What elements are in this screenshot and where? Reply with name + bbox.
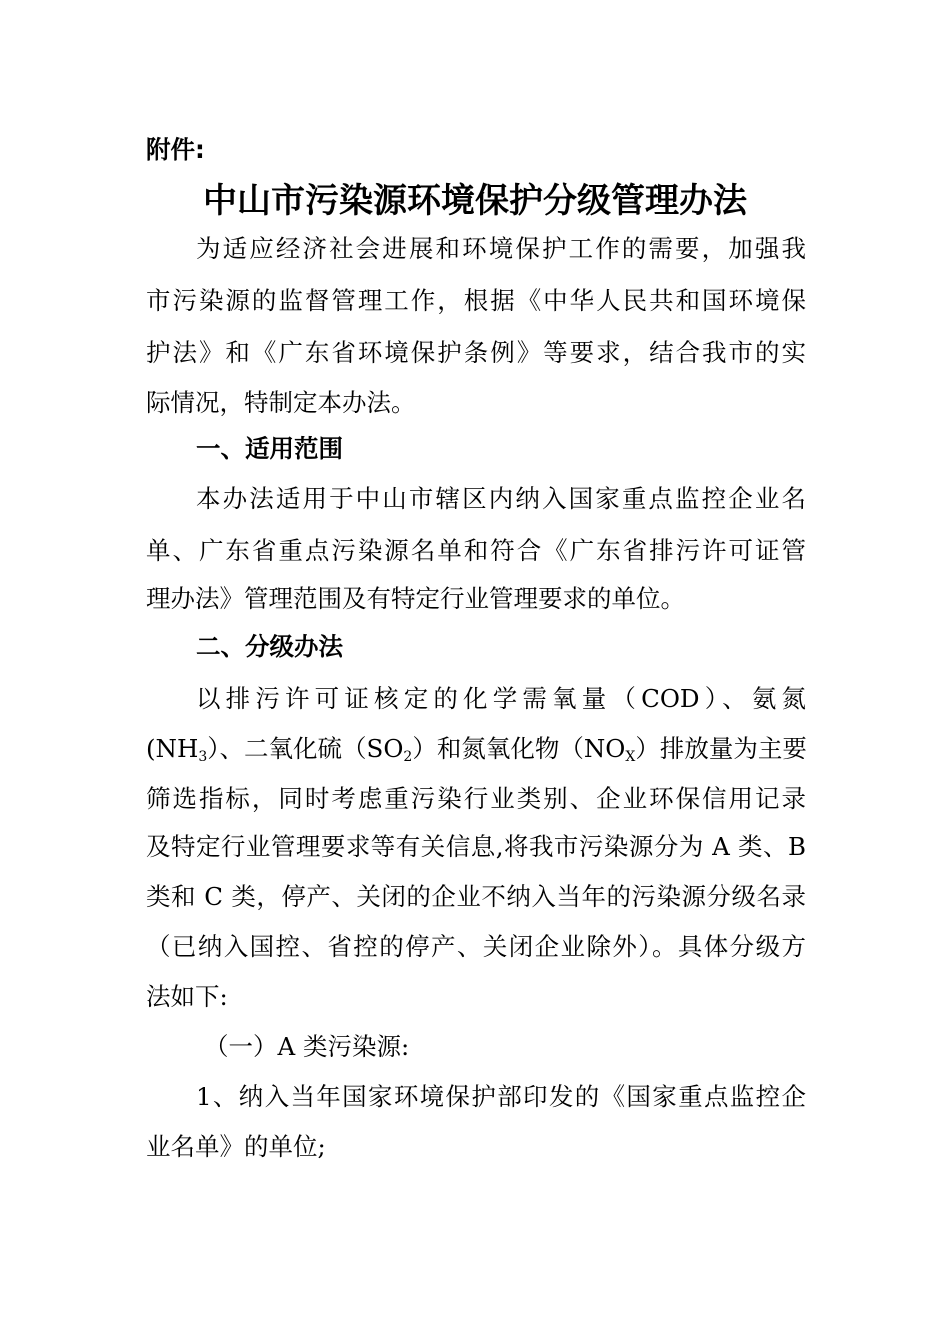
sub-heading-a: （一）A 类污染源:	[204, 1032, 410, 1061]
section-2-line-6: （已纳入国控、省控的停产、关闭企业除外）。具体分级方	[146, 932, 806, 961]
intro-line-2: 市污染源的监督管理工作，根据《中华人民共和国环境保	[146, 286, 806, 315]
item-1-line-2: 业名单》的单位;	[146, 1132, 326, 1161]
no-text: ）和氮氧化物（NO	[412, 734, 626, 763]
section-1-line-2: 单、广东省重点污染源名单和符合《广东省排污许可证管	[146, 536, 806, 565]
no-subscript: X	[625, 749, 636, 765]
intro-line-4: 际情况，特制定本办法。	[146, 388, 416, 417]
section-2-line-7: 法如下:	[146, 982, 228, 1011]
section-1-line-3: 理办法》管理范围及有特定行业管理要求的单位。	[146, 584, 685, 613]
nh-text: (NH	[146, 734, 199, 763]
item-1-line-1: 1、纳入当年国家环境保护部印发的《国家重点监控企	[196, 1082, 806, 1111]
nh-subscript: 3	[198, 749, 208, 765]
section-2-line-1: 以排污许可证核定的化学需氧量（COD）、氨氮	[196, 684, 806, 713]
intro-line-3: 护法》和《广东省环境保护条例》等要求，结合我市的实	[146, 338, 806, 367]
so-subscript: 2	[403, 749, 413, 765]
intro-line-1: 为适应经济社会进展和环境保护工作的需要，加强我	[196, 234, 806, 263]
section-1-heading: 一、适用范围	[196, 434, 343, 463]
section-2-line-4: 及特定行业管理要求等有关信息,将我市污染源分为 A 类、B	[146, 832, 806, 861]
section-2-line-3: 筛选指标，同时考虑重污染行业类别、企业环保信用记录	[146, 784, 806, 813]
attachment-label: 附件:	[146, 135, 205, 164]
section-2-heading: 二、分级办法	[196, 632, 343, 661]
section-2-line-5: 类和 C 类，停产、关闭的企业不纳入当年的污染源分级名录	[146, 882, 806, 911]
line-end-text: ）排放量为主要	[635, 734, 807, 763]
so-text: ）、二氧化硫（SO	[207, 734, 404, 763]
section-1-line-1: 本办法适用于中山市辖区内纳入国家重点监控企业名	[196, 484, 806, 513]
document-title: 中山市污染源环境保护分级管理办法	[203, 181, 747, 221]
section-2-line-2	[146, 732, 806, 766]
